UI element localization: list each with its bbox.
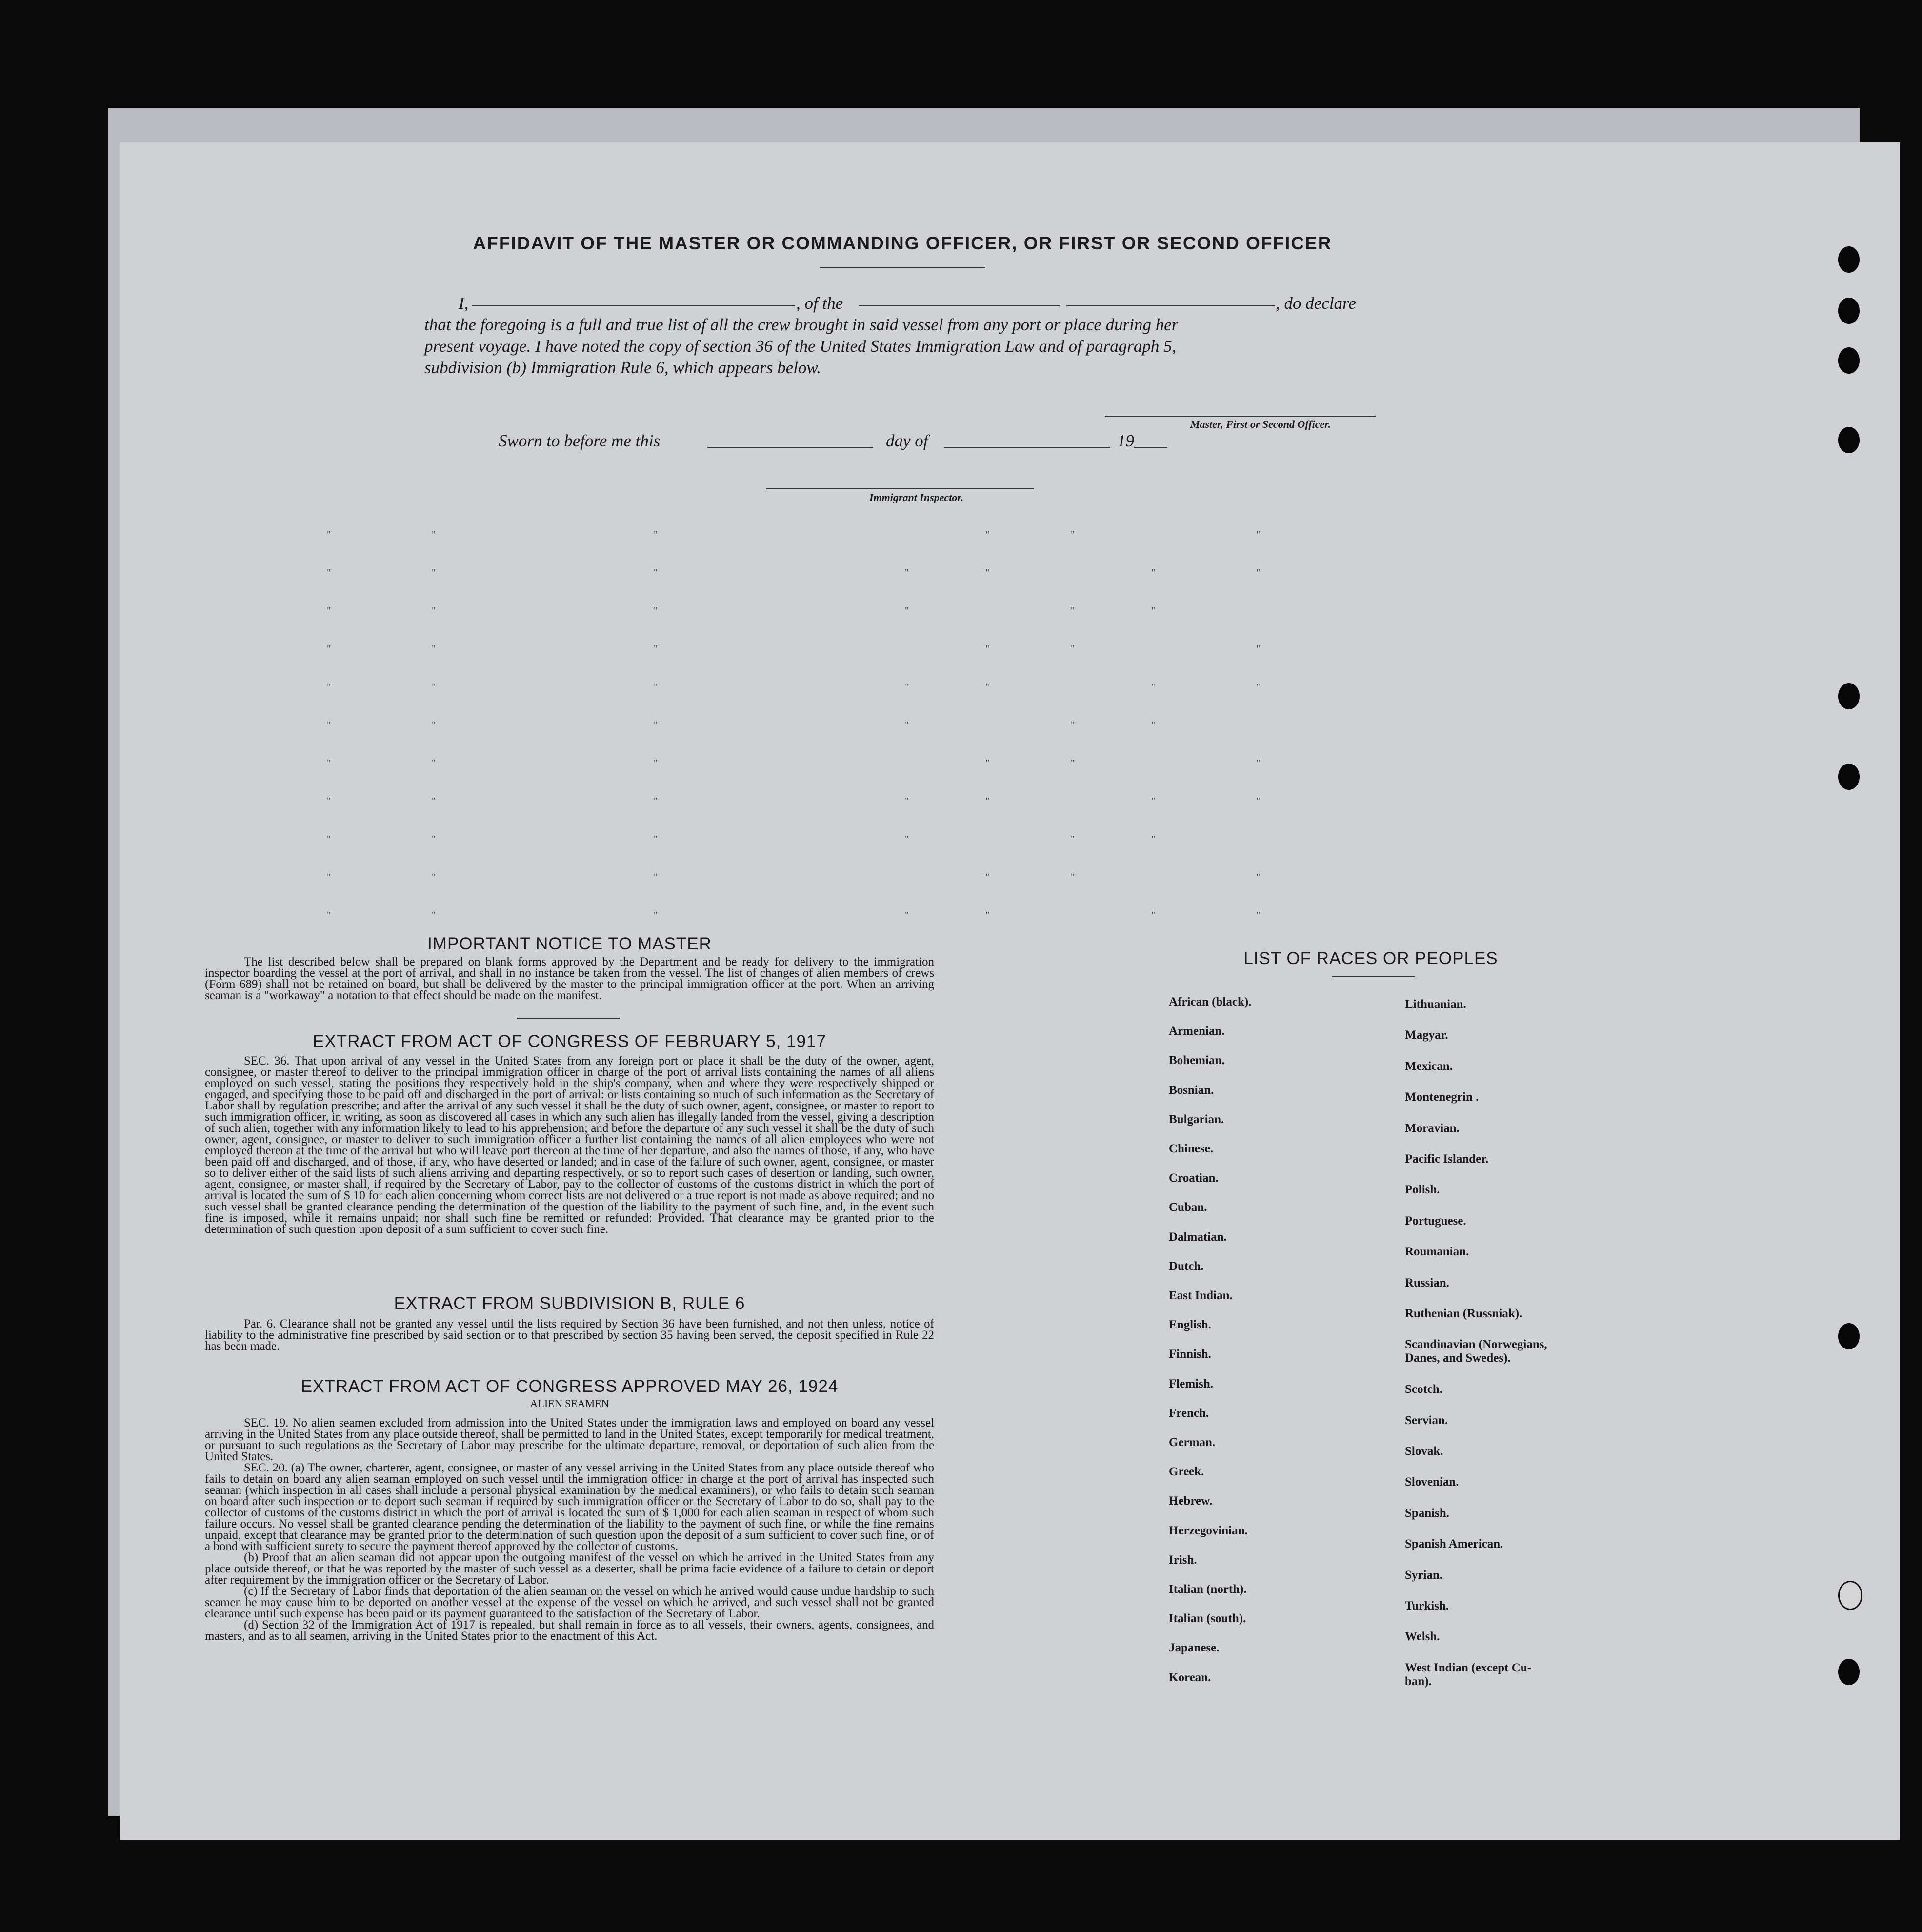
ditto-mark: " (432, 796, 436, 806)
ditto-mark: " (1071, 644, 1075, 654)
race-item: Armenian. (1169, 1025, 1225, 1038)
ditto-mark: " (1151, 834, 1156, 845)
race-item: Spanish American. (1405, 1537, 1503, 1551)
ditto-mark: " (1071, 720, 1075, 730)
race-item: Croatian. (1169, 1171, 1219, 1185)
ditto-mark: " (327, 567, 331, 578)
race-item: East Indian. (1169, 1289, 1233, 1302)
ditto-mark: " (432, 834, 436, 845)
sworn-month-blank (944, 447, 1110, 448)
punch-hole (1838, 764, 1860, 790)
race-item: Irish. (1169, 1553, 1197, 1567)
ditto-mark: " (1256, 910, 1261, 921)
title-underline (820, 267, 985, 268)
ditto-mark: " (905, 720, 909, 730)
extract-1924-para: SEC. 19. No alien seamen excluded from admission into the United States under the immigration laws and employed on board any vessel arriving in the United States from any place outside thereof, shall be permitted to land in the United States, except temporarily for medical treatment, or pursuant to such regulations as the Secretary of Labor may prescribe for the ultimate departure, removal, or deportation of such alien from the United States. (205, 1417, 934, 1463)
ditto-mark: " (327, 758, 331, 768)
punch-hole (1838, 246, 1860, 273)
extract-1924-para: (d) Section 32 of the Immigration Act of 1917 is repealed, but shall remain in force as to all vessels, their owners, agents, consignees, and masters, and as to all seamen, arriving in the United States prior to the enactment of this Act. (205, 1618, 934, 1643)
ditto-mark: " (1256, 567, 1261, 578)
ditto-mark: " (1256, 872, 1261, 883)
ditto-mark: " (905, 796, 909, 806)
punch-hole (1838, 1581, 1862, 1610)
ditto-mark: " (1071, 758, 1075, 768)
ditto-mark: " (905, 910, 909, 921)
race-item: Mexican. (1405, 1059, 1453, 1073)
ditto-mark: " (432, 720, 436, 730)
ditto-mark: " (327, 796, 331, 806)
race-item: Moravian. (1405, 1121, 1460, 1135)
ditto-mark: " (985, 529, 990, 540)
race-item: Spanish. (1405, 1506, 1450, 1520)
ditto-mark: " (1071, 872, 1075, 883)
race-item: ban). (1405, 1674, 1432, 1688)
ditto-mark: " (1151, 796, 1156, 806)
race-item: Hebrew. (1169, 1494, 1213, 1508)
race-item: Scotch. (1405, 1383, 1443, 1396)
race-item: Magyar. (1405, 1028, 1448, 1042)
race-item: Welsh. (1405, 1630, 1440, 1644)
race-item: Cuban. (1169, 1201, 1207, 1214)
extract-rule6-title: EXTRACT FROM SUBDIVISION B, RULE 6 (394, 1294, 745, 1313)
ditto-mark: " (654, 796, 658, 806)
ditto-mark: " (327, 682, 331, 692)
day-of-text: day of (886, 431, 928, 450)
race-item: Danes, and Swedes). (1405, 1351, 1511, 1365)
extract-1924-subtitle: ALIEN SEAMEN (530, 1397, 609, 1409)
affidavit-declare: , do declare (1276, 294, 1356, 313)
ditto-mark: " (654, 567, 658, 578)
ditto-mark: " (654, 605, 658, 616)
ditto-mark: " (327, 910, 331, 921)
ditto-mark: " (1256, 644, 1261, 654)
ditto-mark: " (432, 910, 436, 921)
ditto-mark: " (327, 872, 331, 883)
race-item: Lithuanian. (1405, 998, 1466, 1011)
ditto-mark: " (1151, 910, 1156, 921)
ditto-mark: " (654, 720, 658, 730)
inspector-line (766, 488, 1034, 489)
race-item: African (black). (1169, 995, 1252, 1008)
ditto-mark: " (654, 872, 658, 883)
ditto-mark: " (985, 567, 990, 578)
ditto-mark: " (1071, 834, 1075, 845)
ditto-mark: " (1256, 529, 1261, 540)
race-item: Servian. (1405, 1413, 1448, 1427)
punch-hole (1838, 298, 1860, 324)
ditto-mark: " (654, 758, 658, 768)
punch-hole (1838, 1659, 1860, 1685)
extract-1917-body: SEC. 36. That upon arrival of any vessel in the United States from any foreign port or place it shall be the duty of the owner, agent, consignee, or master thereof to deliver to the principal immigration officer in charge of the port of arrival lists containing the names of all aliens employed on such vessel, stating the positions they respectively hold in the ship's company, when and where they were respectively shipped or engaged, and specifying those to be paid off and discharged in the port of arrival: or lists containing so much of such information as the Secretary of Labor shall by regulation prescribe; and after the arrival of any such vessel it shall be the duty of such owner, agent, consignee, or master to report to such immigration officer, in writing, as soon as discovered all cases in which any such alien has illegally landed from the vessel, giving a description of such alien, together with any information likely to lead to his apprehension; and before the departure of any such vessel it shall be the duty of such owner, agent, consignee, or master to deliver to such immigration officer a further list containing the names of all alien employees who were not employed thereon at the time of the arrival but who will leave port thereon at the time of her departure, and also the names of those, if any, who have been paid off and discharged, and of those, if any, who have deserted or landed; and in case of the failure of such owner, agent, consignee, or master so to deliver either of the said lists of such aliens arriving and departing respectively, or so to report such cases of desertion or landing, such owner, agent, consignee, or master shall, if required by the Secretary of Labor, pay to the collector of customs of the customs district in which the port of arrival is located the sum of $ 10 for each alien concerning whom correct lists are not delivered or a true report is not made as above required; and no such vessel shall be granted clearance pending the determination of the question of the liability to the payment of such fine, and, in the event such fine is imposed, while it remains unpaid; nor shall such fine be remitted or refunded: Provided. That clearance may be granted prior to the determination of such question upon deposit of a sum sufficient to cover such fine. (205, 1055, 934, 1236)
race-item: Roumanian. (1405, 1245, 1469, 1259)
notice-underline (517, 1018, 620, 1019)
ditto-mark: " (1071, 605, 1075, 616)
race-item: Turkish. (1405, 1599, 1449, 1612)
ditto-mark: " (985, 872, 990, 883)
race-item: Scandinavian (Norwegians, (1405, 1338, 1547, 1351)
race-item: Slovenian. (1405, 1475, 1459, 1489)
ditto-mark: " (1151, 567, 1156, 578)
race-item: Portuguese. (1405, 1214, 1466, 1228)
race-item: Montenegrin . (1405, 1090, 1479, 1104)
race-item: French. (1169, 1406, 1209, 1420)
races-title: LIST OF RACES OR PEOPLES (1243, 949, 1498, 968)
ditto-mark: " (432, 529, 436, 540)
year-text: 19 (1117, 431, 1134, 450)
ditto-mark: " (327, 720, 331, 730)
race-item: Dutch. (1169, 1259, 1204, 1273)
race-item: Slovak. (1405, 1445, 1443, 1458)
race-item: Syrian. (1405, 1568, 1443, 1582)
race-item: English. (1169, 1318, 1211, 1332)
race-item: Finnish. (1169, 1348, 1211, 1361)
vessel-blank (1066, 305, 1275, 306)
ditto-mark: " (1256, 758, 1261, 768)
ditto-mark: " (985, 758, 990, 768)
sworn-day-blank (707, 447, 873, 448)
ditto-mark: " (327, 605, 331, 616)
ditto-mark: " (985, 644, 990, 654)
ditto-mark: " (1256, 682, 1261, 692)
ditto-mark: " (654, 910, 658, 921)
extract-1924-para: (c) If the Secretary of Labor finds that deportation of the alien seaman on the vessel on which he arrived would cause undue hardship to such seamen he may cause him to be deported on another vessel at the expense of the vessel on which he arrived, and such vessel shall not be granted clearance until such expense has been paid or its payment guaranteed to the satisfaction of the Secretary of Labor. (205, 1585, 934, 1620)
extract-rule6-body: Par. 6. Clearance shall not be granted any vessel until the lists required by Section 36 have been furnished, and not then unless, notice of liability to the administrative fine prescribed by said section or to that prescribed by section 35 having been served, the deposit specified in Rule 22 has been made. (205, 1318, 934, 1353)
ditto-mark: " (432, 605, 436, 616)
signature-caption: Master, First or Second Officer. (1190, 418, 1331, 430)
race-item: Greek. (1169, 1465, 1204, 1479)
affidavit-line4: subdivision (b) Immigration Rule 6, which appears below. (424, 358, 821, 377)
race-item: Chinese. (1169, 1142, 1213, 1155)
year-blank (1134, 447, 1167, 448)
ditto-mark: " (432, 567, 436, 578)
ditto-mark: " (985, 682, 990, 692)
extract-1917-title: EXTRACT FROM ACT OF CONGRESS OF FEBRUARY 5, 1917 (313, 1032, 826, 1051)
race-item: Russian. (1405, 1276, 1450, 1289)
affidavit-line3: present voyage. I have noted the copy of section 36 of the United States Immigration Law and of paragraph 5, (424, 337, 1177, 356)
ditto-mark: " (432, 644, 436, 654)
ditto-mark: " (654, 682, 658, 692)
extract-1924-para: (b) Proof that an alien seaman did not appear upon the outgoing manifest of the vessel on which he arrived in the United States from any place outside thereof, or that he was reported by the master of such vessel as a deserter, shall be prima facie evidence of a failure to detain or deport after requirement by the immigration officer or the Secretary of Labor. (205, 1551, 934, 1587)
ditto-mark: " (1151, 720, 1156, 730)
ditto-mark: " (985, 796, 990, 806)
race-item: Bohemian. (1169, 1054, 1225, 1067)
punch-hole (1838, 427, 1860, 453)
affidavit-title: AFFIDAVIT OF THE MASTER OR COMMANDING OFFICER, OR FIRST OR SECOND OFFICER (473, 233, 1332, 253)
ditto-mark: " (985, 910, 990, 921)
punch-hole (1838, 683, 1860, 709)
race-item: Japanese. (1169, 1641, 1220, 1655)
ditto-mark: " (905, 834, 909, 845)
ditto-mark: " (905, 605, 909, 616)
extract-1924-body (205, 1417, 934, 1683)
ditto-mark: " (327, 644, 331, 654)
ditto-mark: " (432, 682, 436, 692)
extract-1924-para: SEC. 20. (a) The owner, charterer, agent, consignee, or master of any vessel arriving in the United States from any place outside thereof who fails to detain on board any alien seaman employed on such vessel until the immigration officer in charge at the port of arrival has inspected such seaman (which inspection in all cases shall include a personal physical examination by the medical examiners), or who fails to detain such seaman on board after such inspection or to deport such seaman if required by such immigration officer or the Secretary of Labor to do so, shall pay to the collector of customs of the customs district in which the port of arrival is located the sum of $ 1,000 for each alien seaman in respect of whom such failure occurs. No vessel shall be granted clearance pending the determination of the liability to the payment of such fine, or while the fine remains unpaid, except that clearance may be granted prior to the determination of such question upon the deposit of a sum sufficient to cover such fine, or of a bond with sufficient surety to secure the payment thereof approved by the collector of customs. (205, 1461, 934, 1553)
ditto-mark: " (654, 529, 658, 540)
extract-1924-title: EXTRACT FROM ACT OF CONGRESS APPROVED MAY 26, 1924 (300, 1377, 839, 1396)
ditto-mark: " (327, 529, 331, 540)
signature-line (1105, 416, 1376, 417)
ditto-mark: " (905, 567, 909, 578)
race-item: German. (1169, 1436, 1216, 1449)
race-item: Pacific Islander. (1405, 1152, 1489, 1166)
ditto-mark: " (905, 682, 909, 692)
race-item: Polish. (1405, 1183, 1440, 1197)
race-item: Herzegovinian. (1169, 1524, 1248, 1537)
race-item: Bosnian. (1169, 1083, 1214, 1097)
ditto-mark: " (654, 644, 658, 654)
ditto-mark: " (654, 834, 658, 845)
race-item: Flemish. (1169, 1377, 1213, 1390)
ditto-mark: " (327, 834, 331, 845)
race-item: Bulgarian. (1169, 1112, 1224, 1126)
ditto-mark: " (1151, 605, 1156, 616)
races-underline (1332, 976, 1415, 977)
punch-hole (1838, 1323, 1860, 1349)
position-blank (859, 305, 1060, 306)
ditto-mark: " (432, 872, 436, 883)
ditto-mark: " (1256, 796, 1261, 806)
ditto-mark: " (1071, 529, 1075, 540)
notice-title: IMPORTANT NOTICE TO MASTER (427, 934, 712, 953)
ditto-mark: " (1151, 682, 1156, 692)
ditto-mark: " (432, 758, 436, 768)
name-blank (472, 305, 795, 306)
affidavit-i: I, (459, 294, 469, 313)
race-item: Italian (north). (1169, 1583, 1247, 1596)
race-item: Korean. (1169, 1670, 1211, 1684)
race-item: Dalmatian. (1169, 1230, 1227, 1244)
sworn-text: Sworn to before me this (499, 431, 661, 450)
affidavit-line2: that the foregoing is a full and true list of all the crew brought in said vessel from any port or place during her (424, 315, 1179, 334)
notice-body: The list described below shall be prepared on blank forms approved by the Department and be ready for delivery to the immigration inspector boarding the vessel at the port of arrival, and shall in no instance be taken from the vessel. The list of changes of alien members of crews (Form 689) shall not be retained on board, but shall be delivered by the master to the principal immigration officer at the port. When an arriving seaman is a "workaway" a notation to that effect should be made on the manifest. (205, 956, 934, 1002)
race-item: Ruthenian (Russniak). (1405, 1307, 1522, 1320)
affidavit-of-the: , of the (796, 294, 843, 313)
inspector-caption: Immigrant Inspector. (869, 491, 964, 503)
race-item: Italian (south). (1169, 1612, 1246, 1626)
race-item: West Indian (except Cu- (1405, 1661, 1532, 1674)
punch-hole (1838, 347, 1860, 374)
